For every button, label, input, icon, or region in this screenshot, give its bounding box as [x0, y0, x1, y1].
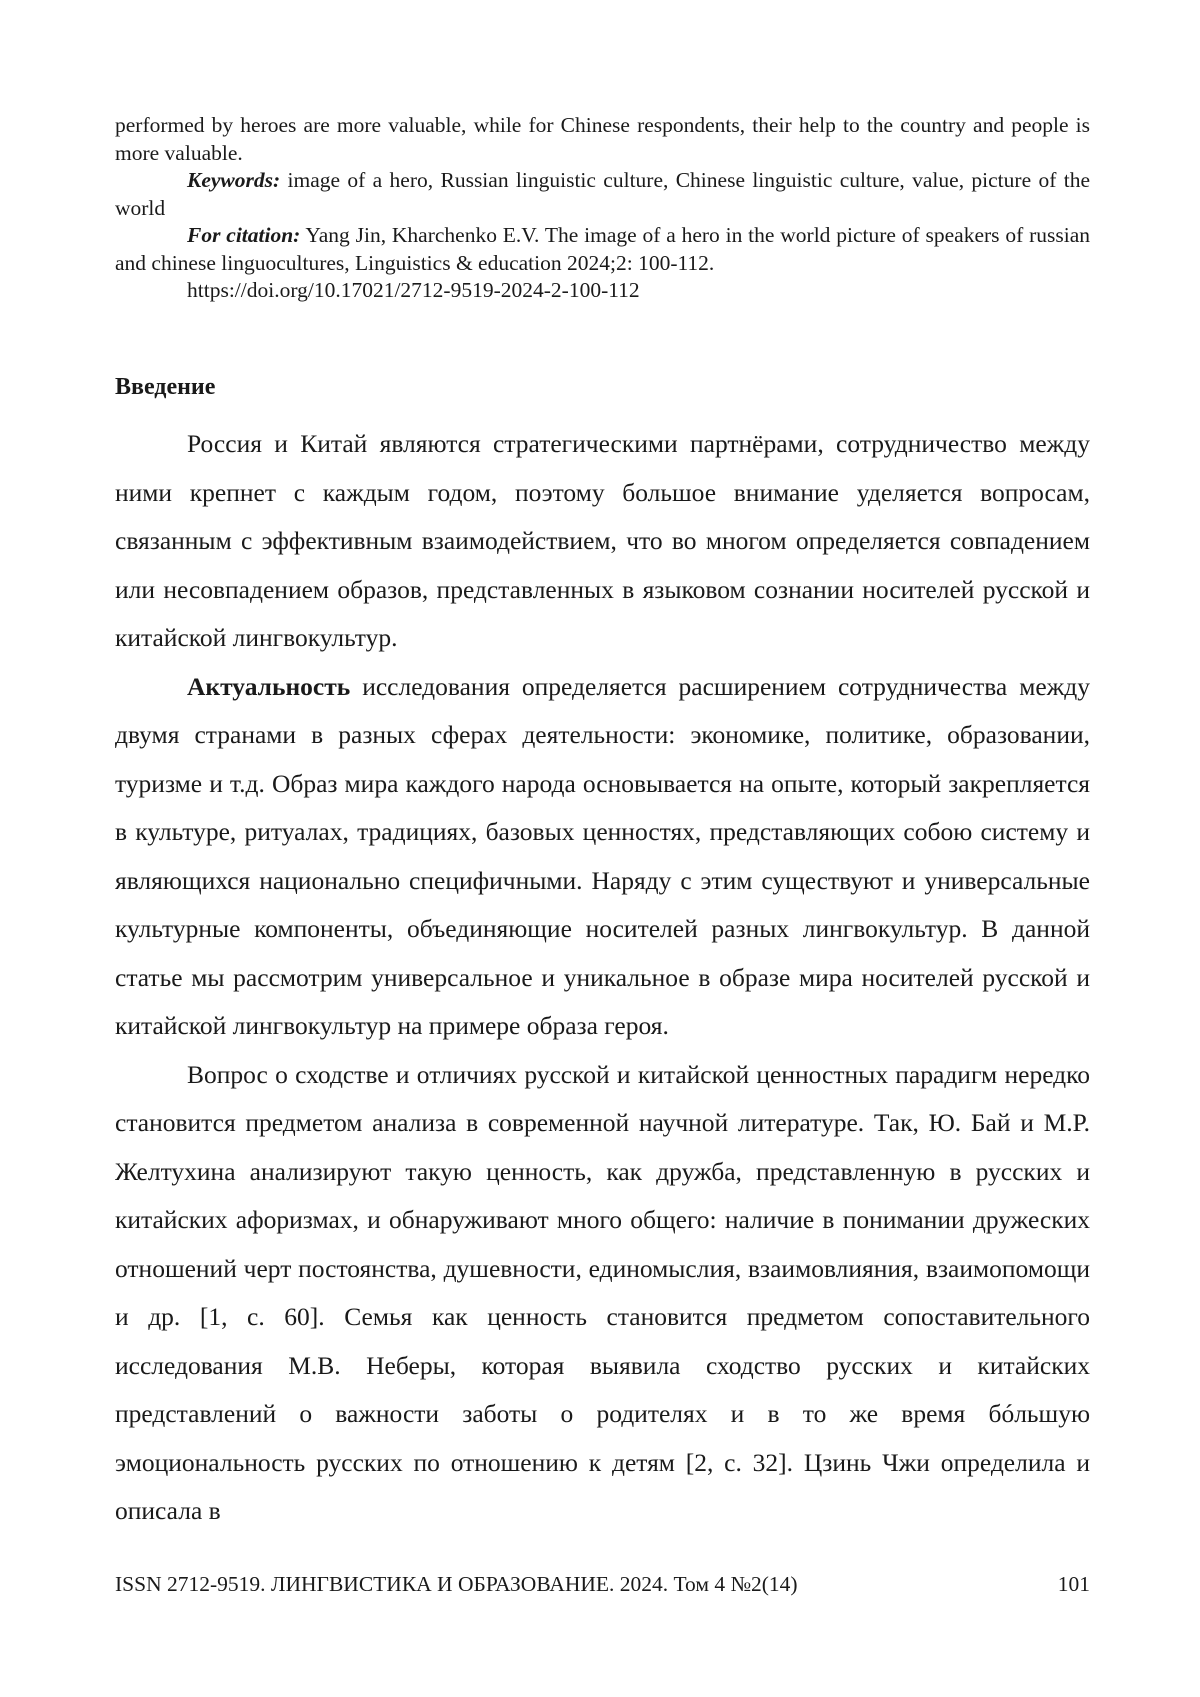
keywords-text: image of a hero, Russian linguistic culture, Chinese linguistic culture, value, picture of the world	[115, 168, 1090, 220]
paragraph-2-lead: Актуальность	[187, 671, 351, 701]
page-number: 101	[1057, 1572, 1090, 1596]
page-footer	[115, 1572, 1090, 1597]
section-title: Введение	[115, 374, 216, 400]
keywords-label: Keywords:	[187, 168, 281, 192]
body-text	[115, 420, 1090, 1536]
journal-info: ISSN 2712-9519. ЛИНГВИСТИКА И ОБРАЗОВАНИЕ. 2024. Том 4 №2(14)	[115, 1572, 798, 1596]
keywords	[115, 167, 1090, 222]
abstract	[115, 112, 1090, 305]
citation-doi: https://doi.org/10.17021/2712-9519-2024-2-100-112	[187, 278, 640, 302]
paragraph-2	[115, 663, 1090, 1051]
paragraph-1: Россия и Китай являются стратегическими партнёрами, сотрудничество между ними крепнет с каждым годом, поэтому большое внимание уделяется вопросам, связанным с эффективным взаимодействием, что во многом определяется совпадением или несовпадением образов, представленных в языковом сознании носителей русской и китайской лингвокультур.	[115, 429, 1090, 652]
paragraph-2-text: исследования определяется расширением сотрудничества между двумя странами в разных сферах деятельности: экономике, политике, образовании, туризме и т.д. Образ мира каждого народа основывается на опыте, который закрепляется в культуре, ритуалах, традициях, базовых ценностях, представляющих собою систему и являющихся национально специфичными. Наряду с этим существуют и универсальные культурные компоненты, объединяющие носителей разных лингвокультур. В данной статье мы рассмотрим универсальное и уникальное в образе мира носителей русской и китайской лингвокультур на примере образа героя.	[115, 671, 1090, 1040]
page-content	[115, 112, 1090, 1525]
citation	[115, 222, 1090, 305]
abstract-tail: performed by heroes are more valuable, while for Chinese respondents, their help to the country and people is more valuable.	[115, 113, 1090, 165]
citation-text: Yang Jin, Kharchenko E.V. The image of a hero in the world picture of speakers of russian and chinese linguocultures, Linguistics & education 2024;2: 100-112.	[115, 223, 1090, 275]
paragraph-3: Вопрос о сходстве и отличиях русской и китайской ценностных парадигм нередко становится предметом анализа в современной научной литературе. Так, Ю. Бай и М.Р. Желтухина анализируют такую ценность, как дружба, представленную в русских и китайских афоризмах, и обнаруживают много общего: наличие в понимании дружеских отношений черт постоянства, душевности, единомыслия, взаимовлияния, взаимопомощи и др. [1, с. 60]. Семья как ценность становится предметом сопоставительного исследования М.В. Неберы, которая выявила сходство русских и китайских представлений о важности заботы о родителях и в то же время бóльшую эмоциональность русских по отношению к детям [2, с. 32]. Цзинь Чжи определила и описала в	[115, 1059, 1090, 1525]
citation-label: For citation:	[187, 223, 301, 247]
